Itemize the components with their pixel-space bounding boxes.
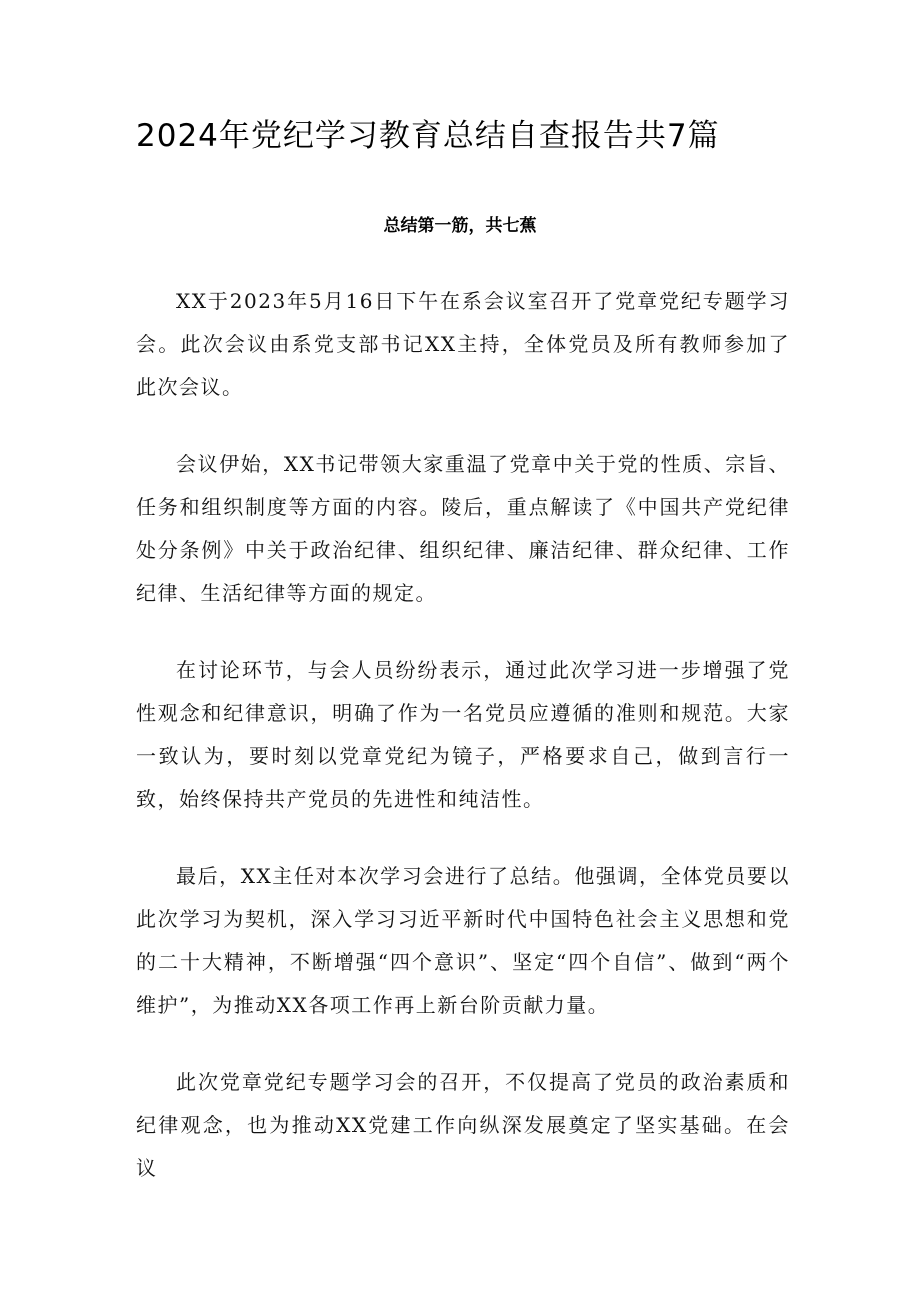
paragraph-3: 在讨论环节，与会人员纷纷表示，通过此次学习进一步增强了党性观念和纪律意识，明确了作为一名党员应遵循的准则和规范。大家一致认为，要时刻以党章党纪为镜子，严格要求自己，做到言行一致，始终保持共产党员的先进性和纯洁性。 xyxy=(136,658,790,811)
document-title: 2024年党纪学习教育总结自查报告共7篇 xyxy=(136,118,720,154)
paragraph-4: 最后，XX主任对本次学习会进行了总结。他强调，全体党员要以此次学习为契机，深入学习习近平新时代中国特色社会主义思想和党的二十大精神，不断增强“四个意识”、坚定“四个自信”、做到“两个维护”，为推动XX各项工作再上新台阶贡献力量。 xyxy=(136,864,790,1017)
paragraph-2: 会议伊始，XX书记带领大家重温了党章中关于党的性质、宗旨、任务和组织制度等方面的内容。陵后，重点解读了《中国共产党纪律处分条例》中关于政治纪律、组织纪律、廉洁纪律、群众纪律、工作纪律、生活纪律等方面的规定。 xyxy=(136,452,790,605)
paragraph-5: 此次党章党纪专题学习会的召开，不仅提高了党员的政治素质和纪律观念，也为推动XX党建工作向纵深发展奠定了坚实基础。在会议 xyxy=(136,1070,790,1180)
body-text xyxy=(136,280,790,1224)
paragraph-1: XX于2023年5月16日下午在系会议室召开了党章党纪专题学习会。此次会议由系党支部书记XX主持，全体党员及所有教师参加了此次会议。 xyxy=(136,289,790,399)
section-heading: 总结第一筋，共七蕉 xyxy=(383,216,537,236)
